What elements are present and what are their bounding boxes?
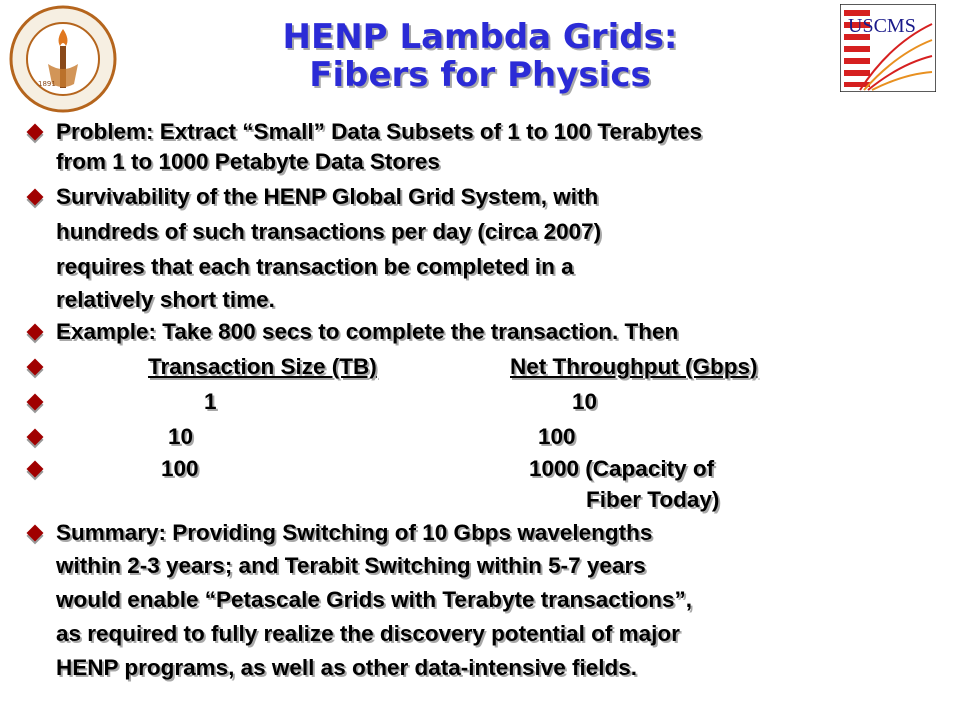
table-cell-throughput: 100	[538, 424, 576, 449]
bullet-summary-line5: HENP programs, as well as other data-intensive fields.	[56, 655, 638, 680]
bullet-summary-line4: as required to fully realize the discovery potential of major	[56, 621, 680, 646]
uscms-logo-icon	[840, 4, 936, 92]
table-cell-size: 100	[161, 456, 199, 481]
bullet-survivability-line2: hundreds of such transactions per day (circa 2007)	[56, 219, 602, 244]
bullet-icon	[27, 525, 44, 542]
bullet-problem-line2: from 1 to 1000 Petabyte Data Stores	[56, 149, 440, 174]
caltech-seal-icon	[8, 4, 118, 114]
bullet-icon	[27, 359, 44, 376]
svg-text:1891: 1891	[38, 80, 56, 88]
bullet-problem-line1: Problem: Extract “Small” Data Subsets of 1 to 100 Terabytes	[56, 119, 703, 144]
table-cell-throughput-cont: Fiber Today)	[586, 487, 720, 512]
table-header-size: Transaction Size (TB)	[148, 354, 377, 379]
bullet-icon	[27, 124, 44, 141]
table-cell-throughput: 1000 (Capacity of	[529, 456, 715, 481]
bullet-summary-line2: within 2-3 years; and Terabit Switching within 5-7 years	[56, 553, 646, 578]
bullet-summary-line3: would enable “Petascale Grids with Terabyte transactions”,	[56, 587, 693, 612]
bullet-icon	[27, 429, 44, 446]
slide-title-line1: HENP Lambda Grids:	[282, 17, 678, 57]
table-cell-size: 1	[204, 389, 217, 414]
bullet-icon	[27, 394, 44, 411]
table-cell-size: 10	[168, 424, 194, 449]
bullet-icon	[27, 189, 44, 206]
bullet-survivability-line3: requires that each transaction be completed in a	[56, 254, 574, 279]
svg-text:USCMS: USCMS	[848, 15, 916, 37]
bullet-icon	[27, 461, 44, 478]
table-cell-throughput: 10	[572, 389, 598, 414]
bullet-survivability-line4: relatively short time.	[56, 287, 275, 312]
table-header-throughput: Net Throughput (Gbps)	[510, 354, 758, 379]
bullet-survivability-line1: Survivability of the HENP Global Grid System, with	[56, 184, 599, 209]
bullet-summary-line1: Summary: Providing Switching of 10 Gbps wavelengths	[56, 520, 653, 545]
bullet-example: Example: Take 800 secs to complete the transaction. Then	[56, 319, 679, 344]
bullet-icon	[27, 324, 44, 341]
slide-title-line2: Fibers for Physics	[309, 55, 651, 95]
